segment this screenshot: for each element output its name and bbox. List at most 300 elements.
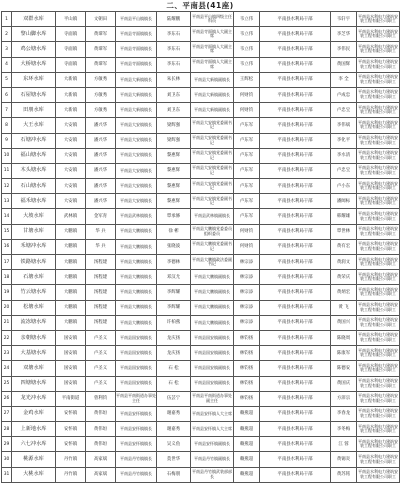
tech-lead-title: 平南县大新镇副镇长 — [191, 72, 234, 87]
reservoir-name: 福禾塘水库 — [12, 194, 56, 209]
inspector-unit: 平南县水利局干部 — [260, 270, 331, 285]
reservoir-name: 六七冲水库 — [12, 437, 56, 452]
admin-chief: 潘兴华 — [86, 194, 116, 209]
reservoir-name: 大基塘水库 — [12, 346, 56, 361]
operator: 陈康军 — [331, 346, 357, 361]
tech-lead-title: 平南县寺面镇人大副主席 — [191, 42, 234, 57]
row-number: 18 — [2, 270, 12, 285]
tech-lead-title: 平南县大鹏镇副镇长 — [191, 270, 234, 285]
tech-lead-title: 平南县大新镇副镇长 — [191, 103, 234, 118]
reservoir-name: 黎山脚水库 — [12, 27, 56, 42]
inspector: 林钧扬 — [234, 346, 260, 361]
operator-unit: 平南县水利电力建筑安装工程有限公司职工 — [357, 87, 400, 102]
operator: 李化平 — [331, 133, 357, 148]
admin-chief: 汤程建 — [86, 285, 116, 300]
row-number: 22 — [2, 330, 12, 345]
tech-lead: 黎惠辉 — [157, 163, 191, 178]
operator-unit: 平南县水利电力建筑安装工程有限公司职工 — [357, 467, 400, 482]
admin-chief-title: 平南县大安镇镇长 — [116, 118, 157, 133]
admin-chief-title: 平南县国安镇镇长 — [116, 346, 157, 361]
operator: 卢忠宝 — [331, 163, 357, 178]
inspector: 韦立伟 — [234, 27, 260, 42]
row-number: 24 — [2, 361, 12, 376]
tech-lead: 朱长林 — [157, 72, 191, 87]
admin-chief-title: 平南县平南街道办事处主任 — [116, 391, 157, 406]
operator-unit: 平南县水利电力建筑安装工程有限公司职工 — [357, 270, 400, 285]
admin-chief: 潘兴华 — [86, 163, 116, 178]
operator-unit: 平南县水利电力建筑安装工程有限公司职工 — [357, 194, 400, 209]
reservoir-name: 甘塘水库 — [12, 224, 56, 239]
row-number: 27 — [2, 406, 12, 421]
admin-chief-title: 平南县大鹏镇镇长 — [116, 224, 157, 239]
table-row — [2, 270, 400, 285]
admin-chief-title: 平南县安怀镇镇长 — [116, 422, 157, 437]
inspector: 赖燕超 — [234, 437, 260, 452]
reservoir-name: 石屋塘水库 — [12, 87, 56, 102]
inspector: 卢东军 — [234, 148, 260, 163]
town-name: 寺面镇 — [56, 42, 86, 57]
inspector-unit: 平南县水利局干部 — [260, 118, 331, 133]
row-number: 2 — [2, 27, 12, 42]
reservoir-name: 大王水库 — [12, 118, 56, 133]
tech-lead: 李东石 — [157, 57, 191, 72]
inspector: 林宗添 — [234, 270, 260, 285]
tech-lead-title: 平南县大鹏镇副镇长 — [191, 285, 234, 300]
reservoir-name: 鸡公塘水库 — [12, 42, 56, 57]
row-number: 12 — [2, 179, 12, 194]
town-name: 大安镇 — [56, 179, 86, 194]
admin-chief-title: 平南县安怀镇镇长 — [116, 437, 157, 452]
tech-lead: 谢嘉秀 — [157, 406, 191, 421]
inspector-unit: 平南县水利局干部 — [260, 346, 331, 361]
tech-lead: 龙庆扬 — [157, 330, 191, 345]
row-number: 16 — [2, 239, 12, 254]
town-name: 大鹏镇 — [56, 300, 86, 315]
operator-unit: 平南县水利电力建筑安装工程有限公司职工 — [357, 57, 400, 72]
tech-lead: 李辉耀 — [157, 285, 191, 300]
tech-lead: 刘卫东 — [157, 103, 191, 118]
row-number: 29 — [2, 437, 12, 452]
table-row — [2, 361, 400, 376]
town-name: 国安镇 — [56, 361, 86, 376]
row-number: 11 — [2, 163, 12, 178]
reservoir-name: 上新地水库 — [12, 422, 56, 437]
operator-unit: 平南县水利电力建筑安装工程有限公司职工 — [357, 239, 400, 254]
admin-chief: 方敏秀 — [86, 72, 116, 87]
admin-chief: 卢圣义 — [86, 330, 116, 345]
admin-chief: 黄谭军 — [86, 57, 116, 72]
operator-unit: 平南县水利电力建筑安装工程有限公司职工 — [357, 118, 400, 133]
inspector: 卢东军 — [234, 179, 260, 194]
admin-chief-title: 平南县大鹏镇镇长 — [116, 300, 157, 315]
tech-lead-title: 平南县大鹏镇政法委副书记 — [191, 255, 234, 270]
operator: 黄国辉 — [331, 57, 357, 72]
row-number: 9 — [2, 133, 12, 148]
admin-chief: 潘兴华 — [86, 179, 116, 194]
inspector-unit: 平南县水利局干部 — [260, 12, 331, 27]
admin-chief: 文朝田 — [86, 12, 116, 27]
table-row — [2, 467, 400, 482]
tech-lead-title: 平南县安怀镇人大主席 — [191, 406, 234, 421]
tech-lead-title: 平南县大安镇党委副书记 — [191, 133, 234, 148]
operator-unit: 平南县水利电力建筑安装工程有限公司职工 — [357, 406, 400, 421]
operator: 江 蓉 — [331, 437, 357, 452]
tech-lead-title: 平南县平山镇四级主任科员 — [191, 12, 234, 27]
inspector: 卢东军 — [234, 194, 260, 209]
table-row — [2, 72, 400, 87]
admin-chief-title: 平南县丹竹镇镇长 — [116, 452, 157, 467]
tech-lead-title: 平南县安怀镇副镇长 — [191, 437, 234, 452]
inspector-unit: 平南县水利局干部 — [260, 42, 331, 57]
row-number: 7 — [2, 103, 12, 118]
tech-lead-title: 平南县安怀镇人大主席 — [191, 422, 234, 437]
town-name: 大鹏镇 — [56, 285, 86, 300]
tech-lead-title: 平南县国安镇副镇长 — [191, 361, 234, 376]
reservoir-name: 桃源水库 — [12, 452, 56, 467]
inspector-unit: 平南县水利局干部 — [260, 285, 331, 300]
inspector-unit: 平南县水利局干部 — [260, 422, 331, 437]
reservoir-name: 流冻塘水库 — [12, 315, 56, 330]
tech-lead: 李东石 — [157, 27, 191, 42]
tech-lead: 李德林 — [157, 255, 191, 270]
admin-chief: 潘兴华 — [86, 148, 116, 163]
reservoir-name: 铁路塘水库 — [12, 255, 56, 270]
reservoir-name: 双群水库 — [12, 12, 56, 27]
reservoir-name: 金鸡水库 — [12, 406, 56, 421]
table-row — [2, 300, 400, 315]
admin-chief: 高家斌 — [86, 467, 116, 482]
table-row — [2, 118, 400, 133]
row-number: 30 — [2, 452, 12, 467]
inspector-unit: 平南县水利局干部 — [260, 330, 331, 345]
operator-unit: 平南县水利电力建筑安装工程有限公司职工 — [357, 391, 400, 406]
table-body — [2, 12, 400, 483]
reservoir-name: 松塘水库 — [12, 300, 56, 315]
inspector-unit: 平南县水利局干部 — [260, 72, 331, 87]
admin-chief: 华 兵 — [86, 224, 116, 239]
town-name: 寺面镇 — [56, 57, 86, 72]
admin-chief-title: 平南县大鹏镇镇长 — [116, 239, 157, 254]
inspector-unit: 平南县水利局干部 — [260, 179, 331, 194]
operator-unit: 平南县水利电力建筑安装工程有限公司职工 — [357, 346, 400, 361]
reservoir-name: 东环水库 — [12, 72, 56, 87]
admin-chief: 潘兴华 — [86, 118, 116, 133]
row-number: 1 — [2, 12, 12, 27]
tech-lead: 邓汉尤 — [157, 270, 191, 285]
inspector: 何财钧 — [234, 103, 260, 118]
operator: 李伟民 — [331, 42, 357, 57]
reservoir-name: 大坡水库 — [12, 209, 56, 224]
row-number: 13 — [2, 194, 12, 209]
reservoir-name: 禾塘冲水库 — [12, 239, 56, 254]
operator-unit: 平南县水利电力建筑安装工程有限公司职工 — [357, 224, 400, 239]
tech-lead-title: 平南县大鹏镇党委副书记 — [191, 239, 234, 254]
admin-chief-title: 平南县国安镇镇长 — [116, 376, 157, 391]
town-name: 大鹏镇 — [56, 270, 86, 285]
inspector: 赖燕超 — [234, 406, 260, 421]
row-number: 8 — [2, 118, 12, 133]
row-number: 10 — [2, 148, 12, 163]
admin-chief: 曾利钧 — [86, 391, 116, 406]
table-row — [2, 12, 400, 27]
town-name: 大鹏镇 — [56, 255, 86, 270]
town-name: 大鹏镇 — [56, 224, 86, 239]
tech-lead-title: 平南县寺面镇人大副主席 — [191, 27, 234, 42]
operator: 黄锡炎 — [331, 452, 357, 467]
row-number: 6 — [2, 87, 12, 102]
row-number: 14 — [2, 209, 12, 224]
tech-lead-title: 平南县大安镇党委副书记 — [191, 163, 234, 178]
admin-chief-title: 平南县大鹏镇镇长 — [116, 270, 157, 285]
tech-lead: 石 松 — [157, 361, 191, 376]
inspector: 赖燕超 — [234, 467, 260, 482]
tech-lead-title: 平南县大鹏镇党委委员组织委员 — [191, 224, 234, 239]
admin-chief-title: 平南县国安镇镇长 — [116, 330, 157, 345]
tech-lead-title: 平南县大新镇副镇长 — [191, 87, 234, 102]
inspector: 赖燕超 — [234, 452, 260, 467]
inspector-unit: 平南县水利局干部 — [260, 194, 331, 209]
tech-lead: 莫世华 — [157, 452, 191, 467]
operator-unit: 平南县水利电力建筑安装工程有限公司职工 — [357, 285, 400, 300]
inspector: 韦立伟 — [234, 42, 260, 57]
admin-chief-title: 平南县寺面镇镇长 — [116, 57, 157, 72]
town-name: 武林镇 — [56, 209, 86, 224]
reservoir-name: 福山塘水库 — [12, 148, 56, 163]
operator-unit: 平南县水利电力建筑安装工程有限公司职工 — [357, 300, 400, 315]
tech-lead: 覃承修 — [157, 209, 191, 224]
operator-unit: 平南县水利电力建筑安装工程有限公司职工 — [357, 209, 400, 224]
tech-lead-title: 平南县大安镇党委副书记 — [191, 194, 234, 209]
table-row — [2, 87, 400, 102]
town-name: 国安镇 — [56, 376, 86, 391]
tech-lead: 李辉耀 — [157, 300, 191, 315]
reservoir-name: 石塘冲水库 — [12, 133, 56, 148]
table-row — [2, 255, 400, 270]
town-name: 平山镇 — [56, 12, 86, 27]
reservoir-table — [1, 11, 400, 483]
tech-lead: 徐 彬 — [157, 224, 191, 239]
reservoir-name: 竹云塘水库 — [12, 285, 56, 300]
tech-lead: 刘卫东 — [157, 87, 191, 102]
inspector: 林宗添 — [234, 300, 260, 315]
inspector-unit: 平南县水利局干部 — [260, 209, 331, 224]
inspector: 卢东军 — [234, 133, 260, 148]
table-row — [2, 179, 400, 194]
inspector: 何财钧 — [234, 239, 260, 254]
admin-chief: 汤程建 — [86, 315, 116, 330]
operator: 黄有宏 — [331, 239, 357, 254]
admin-chief-title: 平南县大安镇镇长 — [116, 179, 157, 194]
operator-unit: 平南县水利电力建筑安装工程有限公司职工 — [357, 42, 400, 57]
admin-chief-title: 平南县大安镇镇长 — [116, 163, 157, 178]
row-number: 20 — [2, 300, 12, 315]
inspector: 林宗添 — [234, 285, 260, 300]
operator: 黄苏铭 — [331, 467, 357, 482]
tech-lead-title: 平南县大安镇党委副书记 — [191, 179, 234, 194]
admin-chief-title: 平南县大安镇镇长 — [116, 194, 157, 209]
operator: 陈晓周 — [331, 330, 357, 345]
admin-chief: 方敏秀 — [86, 87, 116, 102]
town-name: 大鹏镇 — [56, 315, 86, 330]
row-number: 3 — [2, 42, 12, 57]
reservoir-name: 石塘水库 — [12, 270, 56, 285]
inspector-unit: 平南县水利局干部 — [260, 391, 331, 406]
tech-lead: 李东石 — [157, 42, 191, 57]
operator: 潘阔标 — [331, 194, 357, 209]
table-row — [2, 57, 400, 72]
table-row — [2, 315, 400, 330]
table-row — [2, 239, 400, 254]
operator: 黄 飞 — [331, 300, 357, 315]
town-name: 寺面镇 — [56, 27, 86, 42]
tech-lead-title: 平南县大安镇党委副书记 — [191, 118, 234, 133]
admin-chief-title: 平南县武林镇镇长 — [116, 209, 157, 224]
row-number: 26 — [2, 391, 12, 406]
town-name: 大新镇 — [56, 87, 86, 102]
inspector-unit: 平南县水利局干部 — [260, 361, 331, 376]
admin-chief: 汤程建 — [86, 270, 116, 285]
operator: 李芝华 — [331, 27, 357, 42]
admin-chief: 卢圣义 — [86, 346, 116, 361]
admin-chief: 黄伟垣 — [86, 422, 116, 437]
admin-chief: 金军育 — [86, 209, 116, 224]
table-row — [2, 452, 400, 467]
inspector-unit: 平南县水利局干部 — [260, 103, 331, 118]
admin-chief-title: 平南县大新镇镇长 — [116, 72, 157, 87]
table-row — [2, 391, 400, 406]
section-title: 二、平南县(41座) — [166, 1, 234, 10]
town-name: 安怀镇 — [56, 422, 86, 437]
table-row — [2, 133, 400, 148]
tech-lead: 许柏燕 — [157, 315, 191, 330]
tech-lead-title: 平南县大安镇党委副书记 — [191, 148, 234, 163]
admin-chief-title: 平南县丹竹镇镇长 — [116, 467, 157, 482]
row-number: 28 — [2, 422, 12, 437]
inspector-unit: 平南县水利局干部 — [260, 300, 331, 315]
town-name: 大安镇 — [56, 118, 86, 133]
admin-chief: 黄谭军 — [86, 27, 116, 42]
tech-lead: 伍芸宁 — [157, 391, 191, 406]
operator-unit: 平南县水利电力建筑安装工程有限公司职工 — [357, 422, 400, 437]
tech-lead-title: 平南县国安镇副镇长 — [191, 346, 234, 361]
inspector-unit: 平南县水利局干部 — [260, 163, 331, 178]
operator-unit: 平南县水利电力建筑安装工程有限公司职工 — [357, 27, 400, 42]
town-name: 大新镇 — [56, 72, 86, 87]
inspector-unit: 平南县水利局干部 — [260, 315, 331, 330]
admin-chief-title: 平南县安怀镇镇长 — [116, 406, 157, 421]
admin-chief: 汤程建 — [86, 255, 116, 270]
operator-unit: 平南县水利电力建筑安装工程有限公司职工 — [357, 148, 400, 163]
admin-chief: 黄谭军 — [86, 42, 116, 57]
operator: 韩耀雄 — [331, 209, 357, 224]
town-name: 平南街道 — [56, 391, 86, 406]
reservoir-name: 亲朝塘水库 — [12, 330, 56, 345]
inspector: 林宗添 — [234, 255, 260, 270]
inspector: 何财钧 — [234, 224, 260, 239]
town-name: 大鹏镇 — [56, 239, 86, 254]
operator-unit: 平南县水利电力建筑安装工程有限公司职工 — [357, 437, 400, 452]
town-name: 大安镇 — [56, 163, 86, 178]
operator: 李伟斌 — [331, 118, 357, 133]
tech-lead: 黎惠辉 — [157, 194, 191, 209]
row-number: 19 — [2, 285, 12, 300]
admin-chief-title: 平南县国安镇镇长 — [116, 361, 157, 376]
table-row — [2, 194, 400, 209]
admin-chief-title: 平南县寺面镇镇长 — [116, 42, 157, 57]
operator-unit: 平南县水利电力建筑安装工程有限公司职工 — [357, 330, 400, 345]
operator: 李冬梅 — [331, 422, 357, 437]
town-name: 丹竹镇 — [56, 452, 86, 467]
tech-lead: 梁辉强 — [157, 118, 191, 133]
inspector: 何财钧 — [234, 87, 260, 102]
reservoir-name: 双塘水库 — [12, 361, 56, 376]
admin-chief: 卢圣义 — [86, 361, 116, 376]
reservoir-name: 田朋水库 — [12, 103, 56, 118]
row-number: 17 — [2, 255, 12, 270]
inspector: 卢东军 — [234, 209, 260, 224]
operator: 李 全 — [331, 72, 357, 87]
admin-chief: 潘兴华 — [86, 133, 116, 148]
operator: 黄国庆 — [331, 376, 357, 391]
operator-unit: 平南县水利电力建筑安装工程有限公司职工 — [357, 72, 400, 87]
tech-lead: 梁辉强 — [157, 133, 191, 148]
operator: 方沛宗 — [331, 391, 357, 406]
inspector: 卢东军 — [234, 163, 260, 178]
tech-lead-title: 平南县丹竹镇副镇长 — [191, 452, 234, 467]
operator-unit: 平南县水利电力建筑安装工程有限公司职工 — [357, 255, 400, 270]
tech-lead: 吴义鱼 — [157, 437, 191, 452]
tech-lead: 石梅朋 — [157, 467, 191, 482]
admin-chief-title: 平南县大安镇镇长 — [116, 133, 157, 148]
table-row — [2, 27, 400, 42]
inspector-unit: 平南县水利局干部 — [260, 27, 331, 42]
table-row — [2, 406, 400, 421]
tech-lead-title: 平南县国安镇副镇长 — [191, 376, 234, 391]
inspector-unit: 平南县水利局干部 — [260, 224, 331, 239]
admin-chief-title: 平南县大鹏镇镇长 — [116, 285, 157, 300]
table-row — [2, 209, 400, 224]
operator: 卢忠宝 — [331, 103, 357, 118]
row-number: 23 — [2, 346, 12, 361]
admin-chief: 汤程建 — [86, 300, 116, 315]
reservoir-name: 木头塘水库 — [12, 163, 56, 178]
inspector: 林钧扬 — [234, 376, 260, 391]
operator-unit: 平南县水利电力建筑安装工程有限公司职工 — [357, 315, 400, 330]
town-name: 大安镇 — [56, 148, 86, 163]
admin-chief-title: 平南县大安镇镇长 — [116, 148, 157, 163]
inspector-unit: 平南县水利局干部 — [260, 87, 331, 102]
row-number: 21 — [2, 315, 12, 330]
operator: 卢小东 — [331, 179, 357, 194]
reservoir-name: 大桃水库 — [12, 467, 56, 482]
inspector: 林钧扬 — [234, 330, 260, 345]
tech-lead-title: 平南县武林镇副镇长 — [191, 209, 234, 224]
admin-chief-title: 平南县寺面镇镇长 — [116, 27, 157, 42]
town-name: 安怀镇 — [56, 437, 86, 452]
operator: 陈德安 — [331, 361, 357, 376]
operator: 黄国兴 — [331, 315, 357, 330]
operator-unit: 平南县水利电力建筑安装工程有限公司职工 — [357, 376, 400, 391]
operator-unit: 平南县水利电力建筑安装工程有限公司职工 — [357, 361, 400, 376]
operator-unit: 平南县水利电力建筑安装工程有限公司职工 — [357, 452, 400, 467]
table-row — [2, 346, 400, 361]
table-row — [2, 285, 400, 300]
tech-lead: 陆耀鹏 — [157, 12, 191, 27]
operator: 黄荣庆 — [331, 270, 357, 285]
inspector-unit: 平南县水利局干部 — [260, 467, 331, 482]
admin-chief-title: 平南县大新镇镇长 — [116, 103, 157, 118]
admin-chief-title: 平南县大鹏镇镇长 — [116, 255, 157, 270]
